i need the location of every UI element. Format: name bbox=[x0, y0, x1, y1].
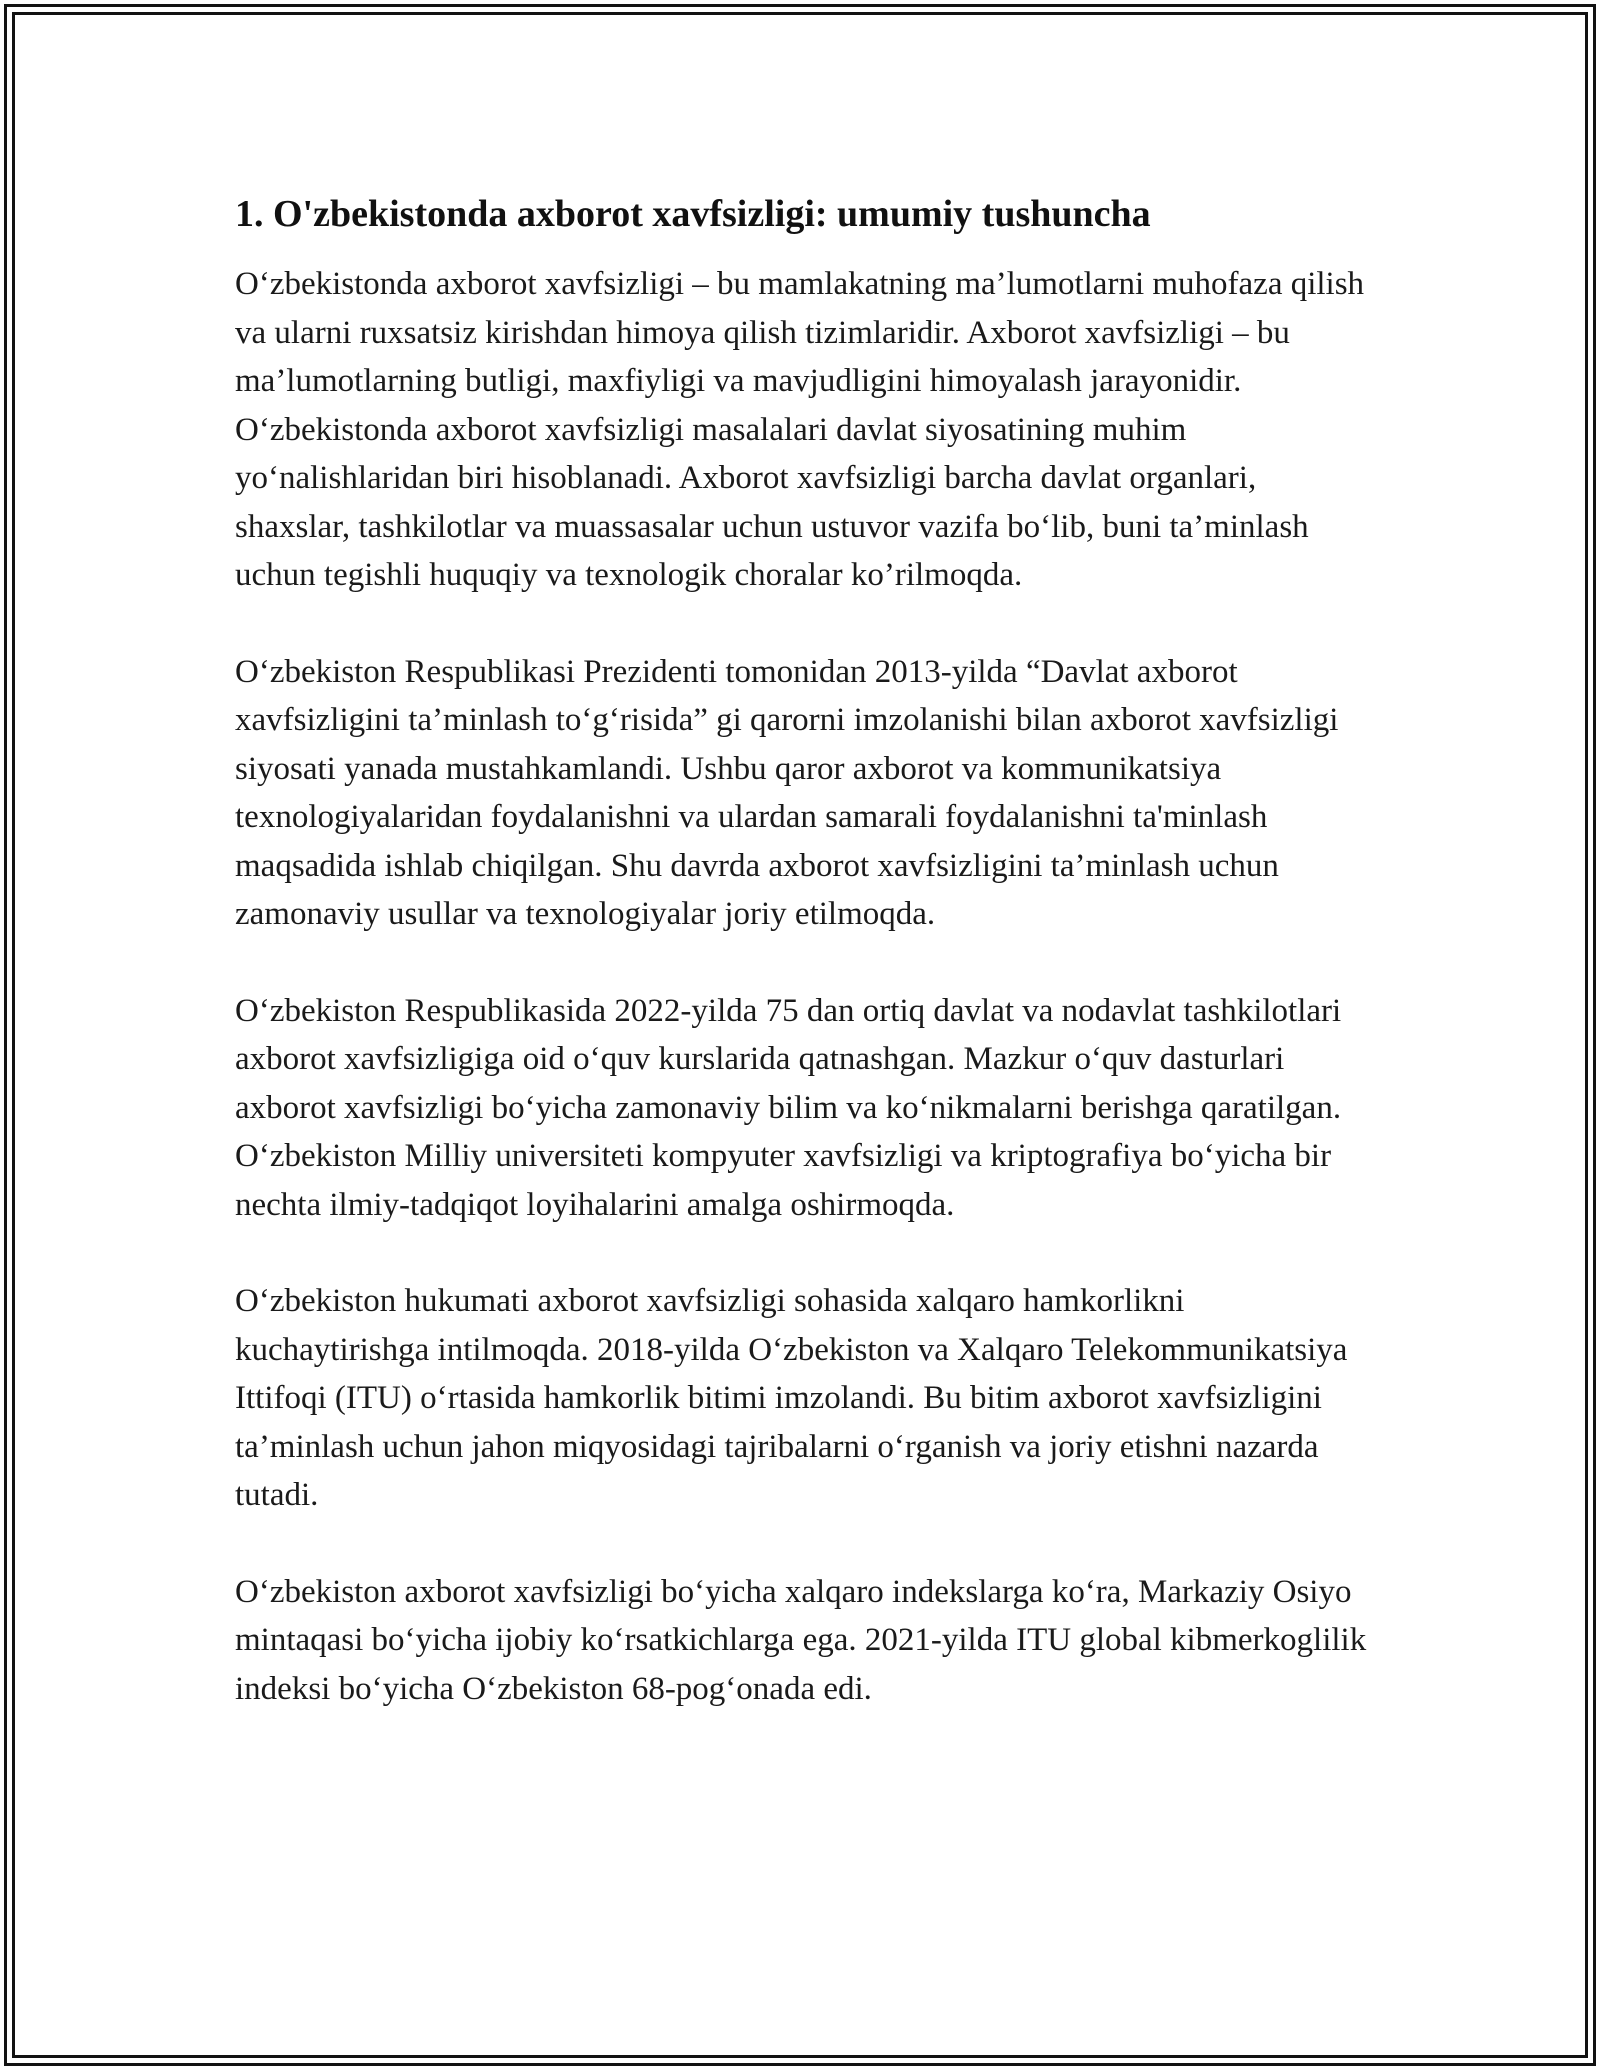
paragraph-5: O‘zbekiston axborot xavfsizligi bo‘yicha xalqaro indekslarga ko‘ra, Markaziy Osiyo mintaqasi bo‘yicha ijobiy ko‘rsatkichlarga ega. 2021-yilda ITU global kibmerkoglilik indeksi bo‘yicha O‘zbekiston 68-pog‘onada edi. bbox=[235, 1573, 1367, 1707]
paragraph-3: O‘zbekiston Respublikasida 2022-yilda 75 dan ortiq davlat va nodavlat tashkilotlari axborot xavfsizligiga oid o‘quv kurslarida qatnashgan. Mazkur o‘quv dasturlari axborot xavfsizligi bo‘yicha zamonaviy bilim va ko‘nikmalarni berishga qaratilgan. O‘zbekiston Milliy universiteti kompyuter xavfsizligi va kriptografiya bo‘yicha bir nechta ilmiy-tadqiqot loyihalarini amalga oshirmoqda. bbox=[235, 992, 1342, 1223]
paragraph-2: O‘zbekiston Respublikasi Prezidenti tomonidan 2013-yilda “Davlat axborot xavfsizligini ta’minlash to‘g‘risida” gi qarorni imzolanishi bilan axborot xavfsizligi siyosati yanada mustahkamlandi. Ushbu qaror axborot va kommunikatsiya texnologiyalaridan foydalanishni va ulardan samarali foydalanishni ta'minlash maqsadida ishlab chiqilgan. Shu davrda axborot xavfsizligini ta’minlash uchun zamonaviy usullar va texnologiyalar joriy etilmoqda. bbox=[235, 653, 1339, 932]
paragraph-1: O‘zbekistonda axborot xavfsizligi – bu mamlakatning ma’lumotlarni muhofaza qilish va ularni ruxsatsiz kirishdan himoya qilish tizimlaridir. Axborot xavfsizligi – bu ma’lumotlarning butligi, maxfiyligi va mavjudligini himoyalash jarayonidir. O‘zbekistonda axborot xavfsizligi masalalari davlat siyosatining muhim yo‘nalishlaridan biri hisoblanadi. Axborot xavfsizligi barcha davlat organlari, shaxslar, tashkilotlar va muassasalar uchun ustuvor vazifa bo‘lib, buni ta’minlash uchun tegishli huquqiy va texnologik choralar ko’rilmoqda. bbox=[235, 266, 1365, 593]
paragraph-4: O‘zbekiston hukumati axborot xavfsizligi sohasida xalqaro hamkorlikni kuchaytirishga intilmoqda. 2018-yilda O‘zbekiston va Xalqaro Telekommunikatsiya Ittifoqi (ITU) o‘rtasida hamkorlik bitimi imzolandi. Bu bitim axborot xavfsizligini ta’minlash uchun jahon miqyosidagi tajribalarni o‘rganish va joriy etishni nazarda tutadi. bbox=[235, 1283, 1348, 1513]
document-body bbox=[235, 190, 1375, 1761]
section-heading: 1. O'zbekistonda axborot xavfsizligi: umumiy tushuncha bbox=[235, 193, 1151, 235]
